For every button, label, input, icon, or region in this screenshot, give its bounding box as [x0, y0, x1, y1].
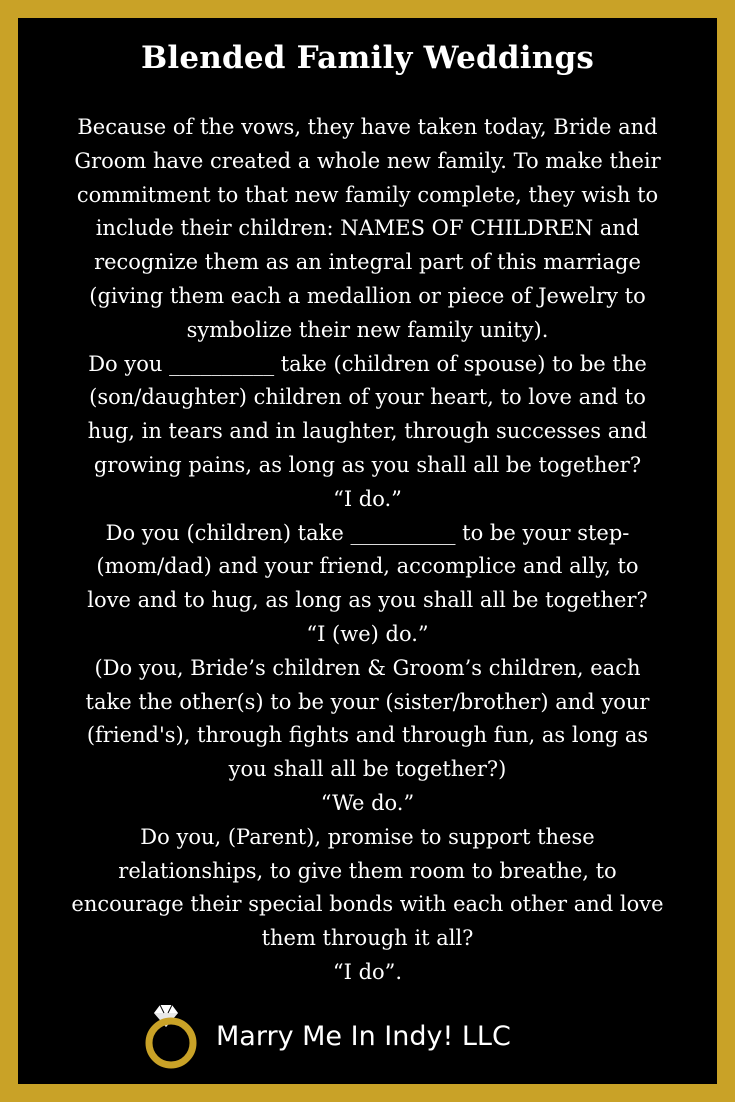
text-line: encourage their special bonds with each other and love [71, 892, 664, 917]
text-line: (son/daughter) children of your heart, to love and to [89, 385, 646, 410]
text-line: growing pains, as long as you shall all be together? [93, 452, 642, 477]
vows-text [32, 111, 703, 990]
text-line: you shall all be together?) [228, 757, 507, 782]
text-line: Because of the vows, they have taken today, Bride and [77, 115, 658, 139]
page-title: Blended Family Weddings [140, 40, 595, 76]
brand-logo [142, 993, 602, 1073]
text-line: Groom have created a whole new family. To make their [74, 148, 661, 173]
text-line: relationships, to give them room to breathe, to [118, 858, 617, 883]
text-line: “I (we) do.” [306, 621, 429, 646]
text-line: recognize them as an integral part of this marriage [94, 250, 641, 275]
text-line: love and to hug, as long as you shall all be together? [87, 588, 648, 613]
text-line: Do you (children) take __________ to be your step- [105, 520, 630, 545]
text-line: hug, in tears and in laughter, through successes and [87, 419, 648, 444]
text-line: “We do.” [320, 790, 415, 815]
text-line: “I do”. [332, 959, 403, 984]
text-line: Do you __________ take (children of spouse) to be the [88, 351, 647, 376]
text-line: take the other(s) to be your (sister/brother) and your [85, 689, 650, 714]
diamond-ring-icon [142, 993, 212, 1073]
text-line: symbolize their new family unity). [186, 317, 549, 342]
text-line: them through it all? [261, 926, 474, 951]
text-line: (Do you, Bride’s children & Groom’s children, each [94, 655, 641, 680]
text-line: (giving them each a medallion or piece of Jewelry to [89, 283, 646, 308]
text-line: “I do.” [333, 486, 402, 511]
text-line: (friend's), through fights and through fun, as long as [86, 723, 649, 748]
text-line: include their children: NAMES OF CHILDREN and [95, 216, 640, 241]
text-line: Do you, (Parent), promise to support these [140, 824, 595, 849]
text-line: (mom/dad) and your friend, accomplice and ally, to [96, 554, 639, 579]
brand-name: Marry Me In Indy! LLC [216, 1021, 511, 1052]
card-panel [18, 18, 717, 1084]
text-line: commitment to that new family complete, they wish to [76, 182, 659, 207]
